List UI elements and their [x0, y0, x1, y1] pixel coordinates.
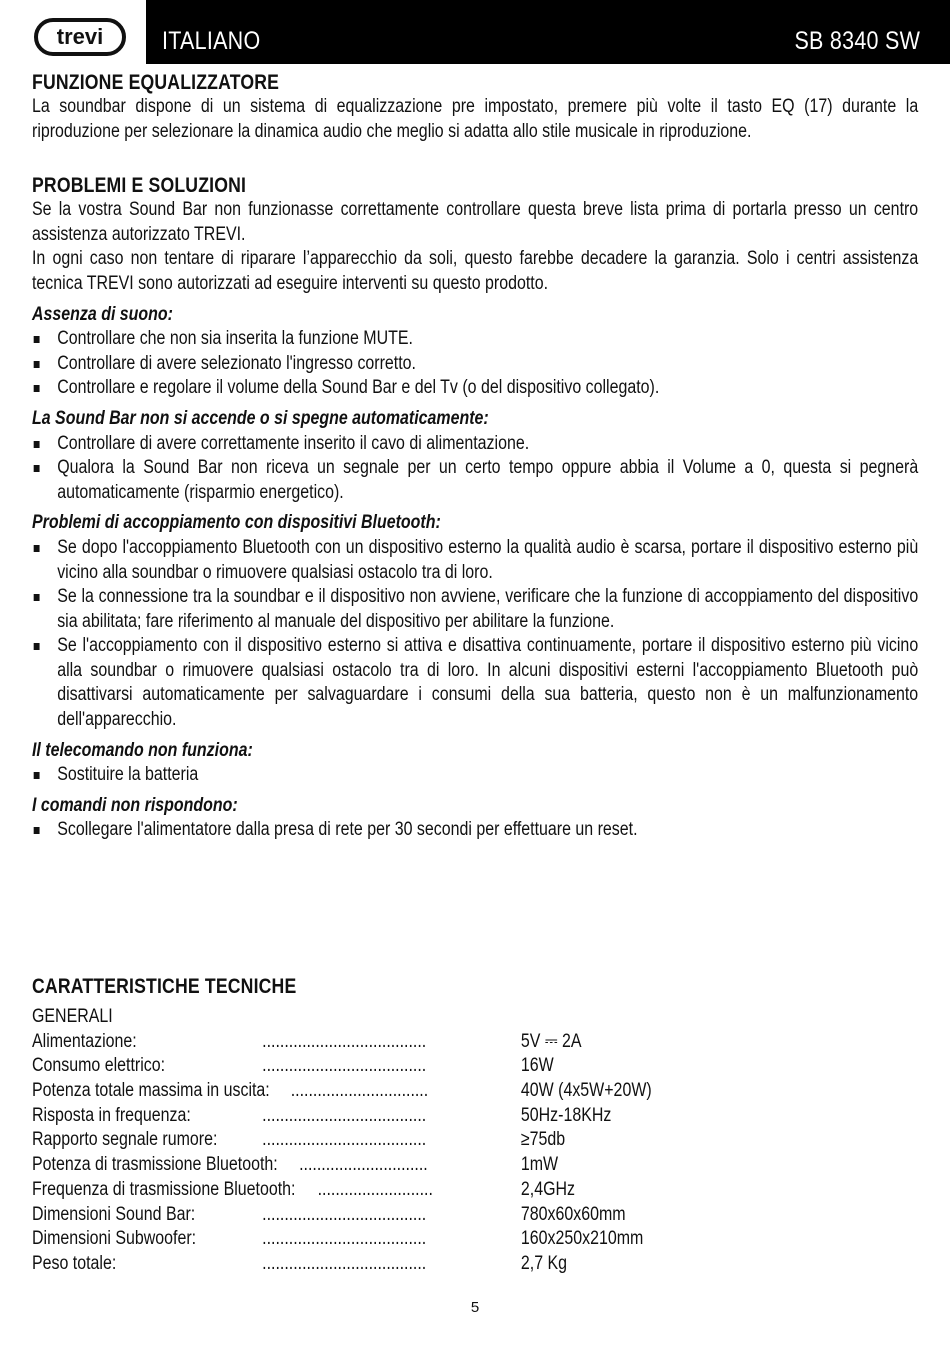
- specs-group-label: GENERALI: [32, 1006, 113, 1028]
- section-heading-no-sound: Assenza di suono:: [32, 303, 174, 325]
- bullet-icon: [34, 594, 40, 601]
- spec-row: Risposta in frequenza: ..................................... 50Hz-18KHz: [32, 1104, 612, 1126]
- eq-title: FUNZIONE EQUALIZZATORE: [32, 71, 280, 94]
- troubleshooting-title: PROBLEMI E SOLUZIONI: [32, 174, 247, 198]
- section-heading-controls: I comandi non rispondono:: [32, 794, 238, 816]
- model-label: SB 8340 SW: [794, 27, 920, 55]
- list-item: Sostituire la batteria: [32, 763, 918, 788]
- list-item: Qualora la Sound Bar non riceva un segnale per un certo tempo oppure abbia il Volume a 0, questa si pegnerà automaticamente (risparmio energetico).: [32, 456, 918, 505]
- bullet-icon: [34, 336, 40, 343]
- spec-row: Dimensioni Sound Bar: ..................................... 780x60x60mm: [32, 1203, 626, 1225]
- spec-row: Frequenza di trasmissione Bluetooth: .......................... 2,4GHz: [32, 1178, 575, 1200]
- spec-row: Alimentazione: ..................................... 5V ⎓ 2A: [32, 1030, 582, 1052]
- bullet-icon: [34, 385, 40, 392]
- section-heading-power: La Sound Bar non si accende o si spegne automaticamente:: [32, 407, 489, 429]
- list-item: Controllare di avere selezionato l'ingresso corretto.: [32, 352, 918, 377]
- bullet-icon: [34, 465, 40, 472]
- list-item: Controllare che non sia inserita la funzione MUTE.: [32, 327, 918, 352]
- trevi-logo-mark: [45, 25, 115, 49]
- list-item: Controllare di avere correttamente inserito il cavo di alimentazione.: [32, 432, 918, 457]
- eq-text: La soundbar dispone di un sistema di equalizzazione pre impostato, premere più volte il tasto EQ (17) durante la riproduzione per selezionare la dinamica audio che meglio si adatta allo stile musicale in riproduzione.: [32, 96, 919, 142]
- list-item: Se dopo l'accoppiamento Bluetooth con un dispositivo esterno la qualità audio è scarsa, portare il dispositivo esterno più vicino alla soundbar o rimuovere qualsiasi ostacolo tra di loro.: [32, 536, 918, 585]
- list-item: Se l'accoppiamento con il dispositivo esterno si attiva e disattiva continuamente, portare il dispositivo esterno più vicino alla soundbar o rimuovere qualsiasi ostacolo tra di loro. In alcuni dispositivi esterni l'accoppiamento Bluetooth può disattivarsi automaticamente per salvaguardare i consumi della sua batteria, questo non è un malfunzionamento dell'apparecchio.: [32, 634, 918, 732]
- page-header: [0, 0, 950, 64]
- bullet-icon: [34, 827, 40, 834]
- section-list-power: [32, 432, 918, 506]
- list-item: Se la connessione tra la soundbar e il dispositivo non avviene, verificare che la funzione di accoppiamento del dispositivo sia abilitata; fare riferimento al manuale del dispositivo per abilitare la funzione.: [32, 585, 918, 634]
- logo-area: [0, 0, 146, 76]
- spec-row: Potenza di trasmissione Bluetooth: ............................. 1mW: [32, 1154, 559, 1176]
- spec-row: Rapporto segnale rumore: ..................................... ≥75db: [32, 1129, 566, 1151]
- troubleshooting-intro-2: In ogni caso non tentare di riparare l’apparecchio da soli, questo farebbe decadere la garanzia. Solo i centri assistenza tecnica TREVI sono autorizzati ad eseguire interventi su questo prodotto.: [32, 248, 919, 294]
- section-list-remote: [32, 763, 918, 788]
- specs-title: CARATTERISTICHE TECNICHE: [32, 975, 297, 999]
- page-content: [32, 71, 918, 1277]
- spec-row: Potenza totale massima in uscita: ............................... 40W (4x5W+20W): [32, 1080, 652, 1102]
- section-list-no-sound: [32, 327, 918, 401]
- spec-row: Consumo elettrico: ..................................... 16W: [32, 1055, 554, 1077]
- section-list-controls: [32, 818, 918, 843]
- section-heading-remote: Il telecomando non funziona:: [32, 739, 253, 761]
- language-label: ITALIANO: [162, 27, 261, 55]
- spec-row: Peso totale: ..................................... 2,7 Kg: [32, 1252, 568, 1274]
- spec-row: Dimensioni Subwoofer: ..................................... 160x250x210mm: [32, 1228, 644, 1250]
- condensed-text-block: [32, 71, 918, 1277]
- bullet-icon: [34, 643, 40, 650]
- section-list-bluetooth: [32, 536, 918, 733]
- list-item: Scollegare l'alimentatore dalla presa di rete per 30 secondi per effettuare un reset.: [32, 818, 918, 843]
- svg-text:trevi: trevi: [56, 25, 104, 49]
- bullet-icon: [34, 545, 40, 552]
- troubleshooting-intro-1: Se la vostra Sound Bar non funzionasse correttamente controllare questa breve lista prima di portarla presso un centro assistenza autorizzato TREVI.: [32, 199, 919, 245]
- list-item: Controllare e regolare il volume della Sound Bar e del Tv (o del dispositivo collegato).: [32, 376, 918, 401]
- page-number: 5: [470, 1299, 480, 1316]
- bullet-icon: [34, 361, 40, 368]
- bullet-icon: [34, 441, 40, 448]
- section-heading-bluetooth: Problemi di accoppiamento con dispositivi Bluetooth:: [32, 512, 441, 534]
- trevi-logo: [34, 18, 126, 56]
- bullet-icon: [34, 772, 40, 779]
